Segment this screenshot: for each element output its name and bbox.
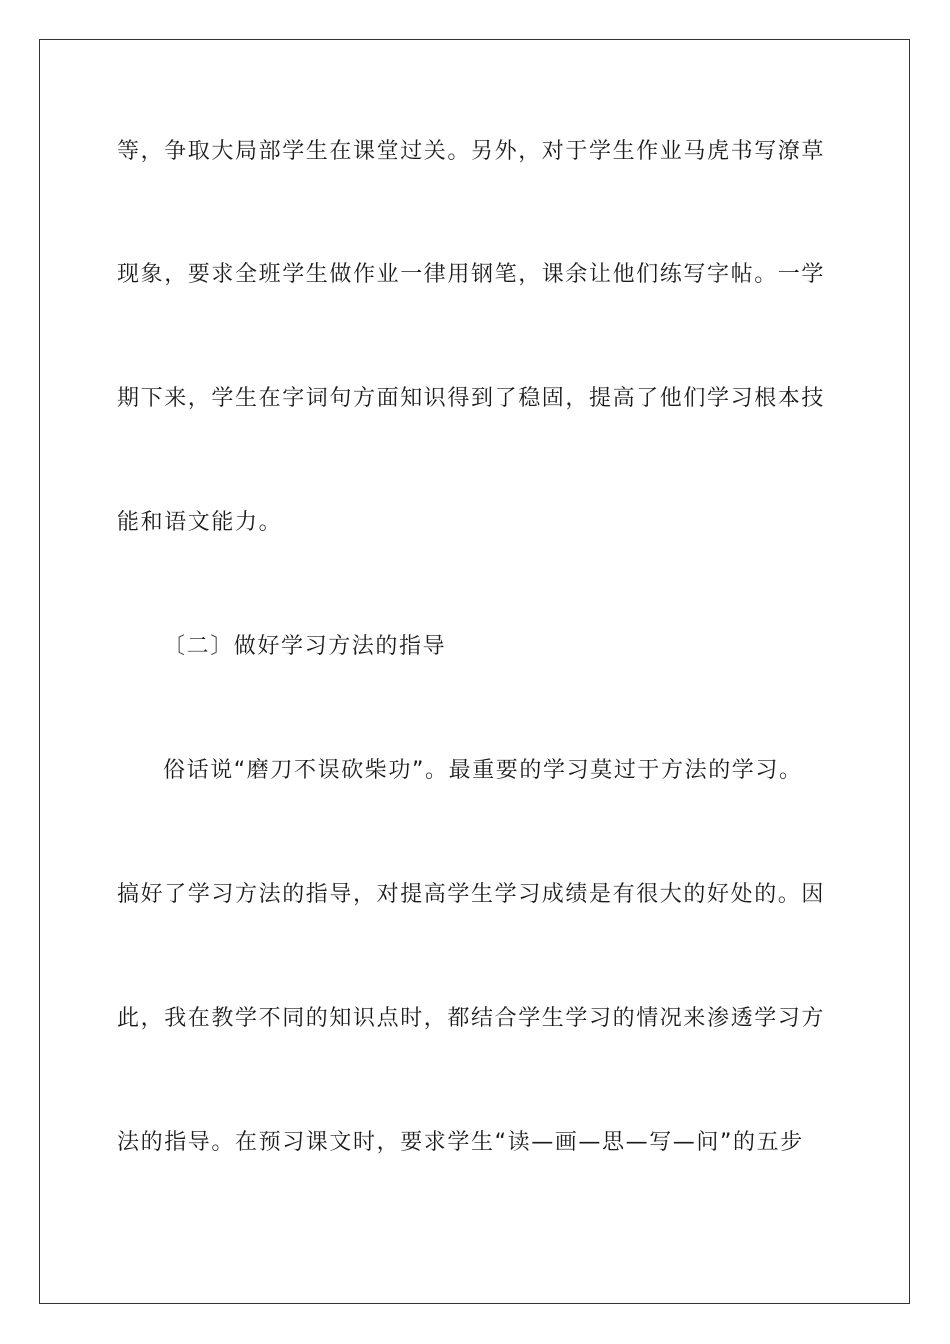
text-line: 法的指导。在预习课文时，要求学生“读—画—思—写—问”的五步: [117, 1130, 804, 1155]
text-line: 现象，要求全班学生做作业一律用钢笔，课余让他们练写字帖。一学: [117, 262, 826, 287]
paragraph-first-line: 俗话说“磨刀不误砍柴功”。最重要的学习莫过于方法的学习。: [163, 758, 803, 783]
text-line: 此，我在教学不同的知识点时，都结合学生学习的情况来渗透学习方: [117, 1006, 826, 1031]
text-line: 搞好了学习方法的指导，对提高学生学习成绩是有很大的好处的。因: [117, 882, 826, 907]
text-line: 等，争取大局部学生在课堂过关。另外，对于学生作业马虎书写潦草: [117, 139, 826, 164]
text-line: 期下来，学生在字词句方面知识得到了稳固，提高了他们学习根本技: [117, 386, 826, 411]
page-border: [39, 39, 910, 1304]
section-heading: 〔二〕做好学习方法的指导: [163, 634, 447, 659]
text-line: 能和语文能力。: [117, 510, 283, 535]
